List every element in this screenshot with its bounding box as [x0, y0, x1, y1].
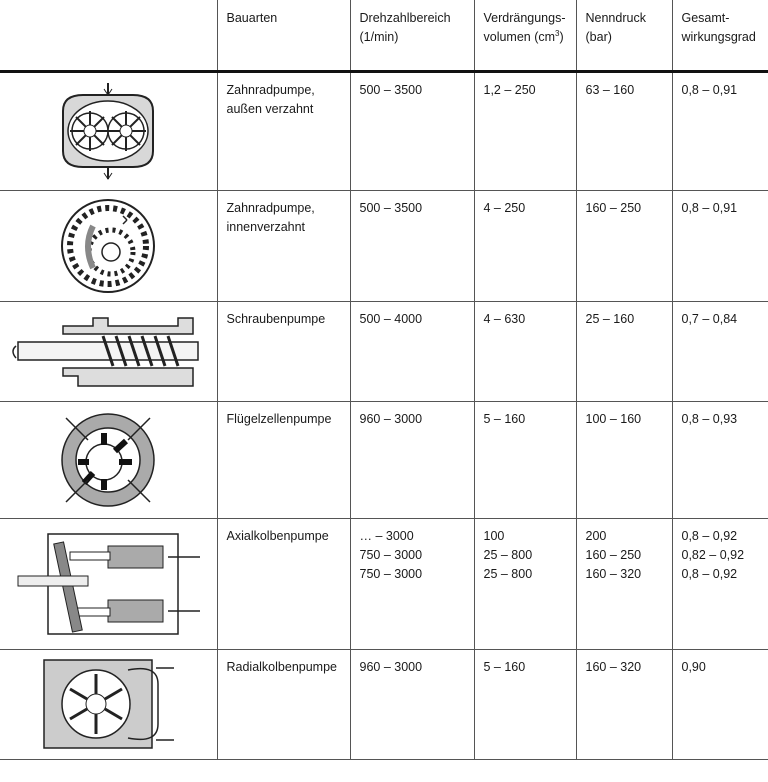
speed-value: 750 – 3000	[359, 547, 423, 562]
pump-type-cell	[217, 401, 350, 518]
pressure-cell	[576, 71, 672, 190]
header-efficiency-line2: wirkungsgrad	[681, 30, 756, 44]
speed-cell	[350, 518, 474, 649]
pressure-cell	[576, 301, 672, 401]
pressure-value: 160 – 250	[585, 547, 642, 562]
pressure-value: 160 – 320	[585, 566, 642, 581]
volume-cell	[474, 518, 576, 649]
table-row	[0, 518, 768, 649]
header-speed	[350, 0, 474, 71]
screw-pump-icon	[8, 306, 208, 396]
efficiency-cell	[672, 301, 768, 401]
speed-cell	[350, 649, 474, 759]
pressure-cell	[576, 649, 672, 759]
pressure-value: 63 – 160	[585, 82, 635, 97]
header-pressure	[576, 0, 672, 71]
efficiency-cell	[672, 71, 768, 190]
volume-value: 5 – 160	[483, 411, 526, 426]
pump-type-cell	[217, 301, 350, 401]
speed-value: … – 3000	[359, 528, 414, 543]
speed-value: 500 – 4000	[359, 311, 423, 326]
table-row	[0, 401, 768, 518]
volume-value: 4 – 250	[483, 200, 526, 215]
axial-piston-pump-icon	[8, 524, 208, 644]
row-illustration	[0, 301, 217, 401]
row-illustration	[0, 649, 217, 759]
pump-type-line1: Schraubenpumpe	[226, 311, 326, 326]
radial-piston-pump-icon	[38, 654, 178, 754]
volume-cell	[474, 401, 576, 518]
header-volume-text: volumen (cm	[483, 30, 556, 44]
speed-value: 750 – 3000	[359, 566, 423, 581]
header-speed-line1: Drehzahlbereich	[359, 11, 451, 25]
header-volume-close: )	[559, 30, 564, 44]
speed-cell	[350, 190, 474, 301]
volume-cell	[474, 190, 576, 301]
pressure-value: 100 – 160	[585, 411, 642, 426]
header-efficiency	[672, 0, 768, 71]
speed-cell	[350, 301, 474, 401]
row-illustration	[0, 190, 217, 301]
vane-pump-icon	[48, 405, 168, 515]
efficiency-value: 0,82 – 0,92	[681, 547, 745, 562]
external-gear-pump-icon	[43, 81, 173, 181]
table-row	[0, 649, 768, 759]
table-row	[0, 71, 768, 190]
volume-cell	[474, 649, 576, 759]
efficiency-cell	[672, 401, 768, 518]
volume-cell	[474, 301, 576, 401]
table-row	[0, 301, 768, 401]
pressure-value: 25 – 160	[585, 311, 635, 326]
volume-value: 5 – 160	[483, 659, 526, 674]
header-volume-line1: Verdrängungs-	[483, 11, 566, 25]
pump-type-cell	[217, 518, 350, 649]
pump-type-line1: Axialkolbenpumpe	[226, 528, 329, 543]
row-illustration	[0, 401, 217, 518]
header-pressure-line2: (bar)	[585, 30, 612, 44]
pump-type-line2: außen verzahnt	[226, 101, 314, 116]
pump-type-line1: Flügelzellenpumpe	[226, 411, 332, 426]
header-pressure-line1: Nenndruck	[585, 11, 646, 25]
pump-type-cell	[217, 190, 350, 301]
header-image-column	[0, 0, 217, 71]
header-volume-exponent: 3	[555, 28, 560, 38]
speed-value: 960 – 3000	[359, 659, 423, 674]
header-volume-line2	[484, 28, 576, 47]
speed-value: 500 – 3500	[359, 200, 423, 215]
pressure-value: 200	[585, 528, 607, 543]
volume-value: 25 – 800	[483, 547, 533, 562]
header-type	[217, 0, 350, 71]
pump-type-line1: Zahnradpumpe,	[226, 200, 315, 215]
speed-value: 500 – 3500	[359, 82, 423, 97]
pressure-cell	[576, 401, 672, 518]
pump-type-cell	[217, 71, 350, 190]
pressure-cell	[576, 518, 672, 649]
efficiency-value: 0,90	[681, 659, 706, 674]
efficiency-value: 0,8 – 0,91	[681, 82, 738, 97]
efficiency-cell	[672, 518, 768, 649]
header-efficiency-line1: Gesamt-	[681, 11, 730, 25]
table-header-row	[0, 0, 768, 71]
row-illustration	[0, 71, 217, 190]
efficiency-value: 0,8 – 0,91	[681, 200, 738, 215]
speed-value: 960 – 3000	[359, 411, 423, 426]
volume-value: 4 – 630	[483, 311, 526, 326]
table-row	[0, 190, 768, 301]
speed-cell	[350, 401, 474, 518]
header-speed-line2: (1/min)	[359, 30, 399, 44]
pump-type-line1: Radialkolbenpumpe	[226, 659, 337, 674]
volume-cell	[474, 71, 576, 190]
volume-value: 100	[483, 528, 505, 543]
efficiency-value: 0,8 – 0,93	[681, 411, 738, 426]
pressure-cell	[576, 190, 672, 301]
pump-type-line1: Zahnradpumpe,	[226, 82, 315, 97]
efficiency-value: 0,8 – 0,92	[681, 528, 738, 543]
row-illustration	[0, 518, 217, 649]
pressure-value: 160 – 250	[585, 200, 642, 215]
header-type-label: Bauarten	[226, 11, 278, 25]
internal-gear-pump-icon	[53, 196, 163, 296]
efficiency-value: 0,8 – 0,92	[681, 566, 738, 581]
efficiency-cell	[672, 649, 768, 759]
speed-cell	[350, 71, 474, 190]
pressure-value: 160 – 320	[585, 659, 642, 674]
volume-value: 1,2 – 250	[483, 82, 536, 97]
header-volume	[474, 0, 576, 71]
pump-type-cell	[217, 649, 350, 759]
volume-value: 25 – 800	[483, 566, 533, 581]
efficiency-cell	[672, 190, 768, 301]
efficiency-value: 0,7 – 0,84	[681, 311, 738, 326]
pump-type-line2: innenverzahnt	[226, 219, 306, 234]
